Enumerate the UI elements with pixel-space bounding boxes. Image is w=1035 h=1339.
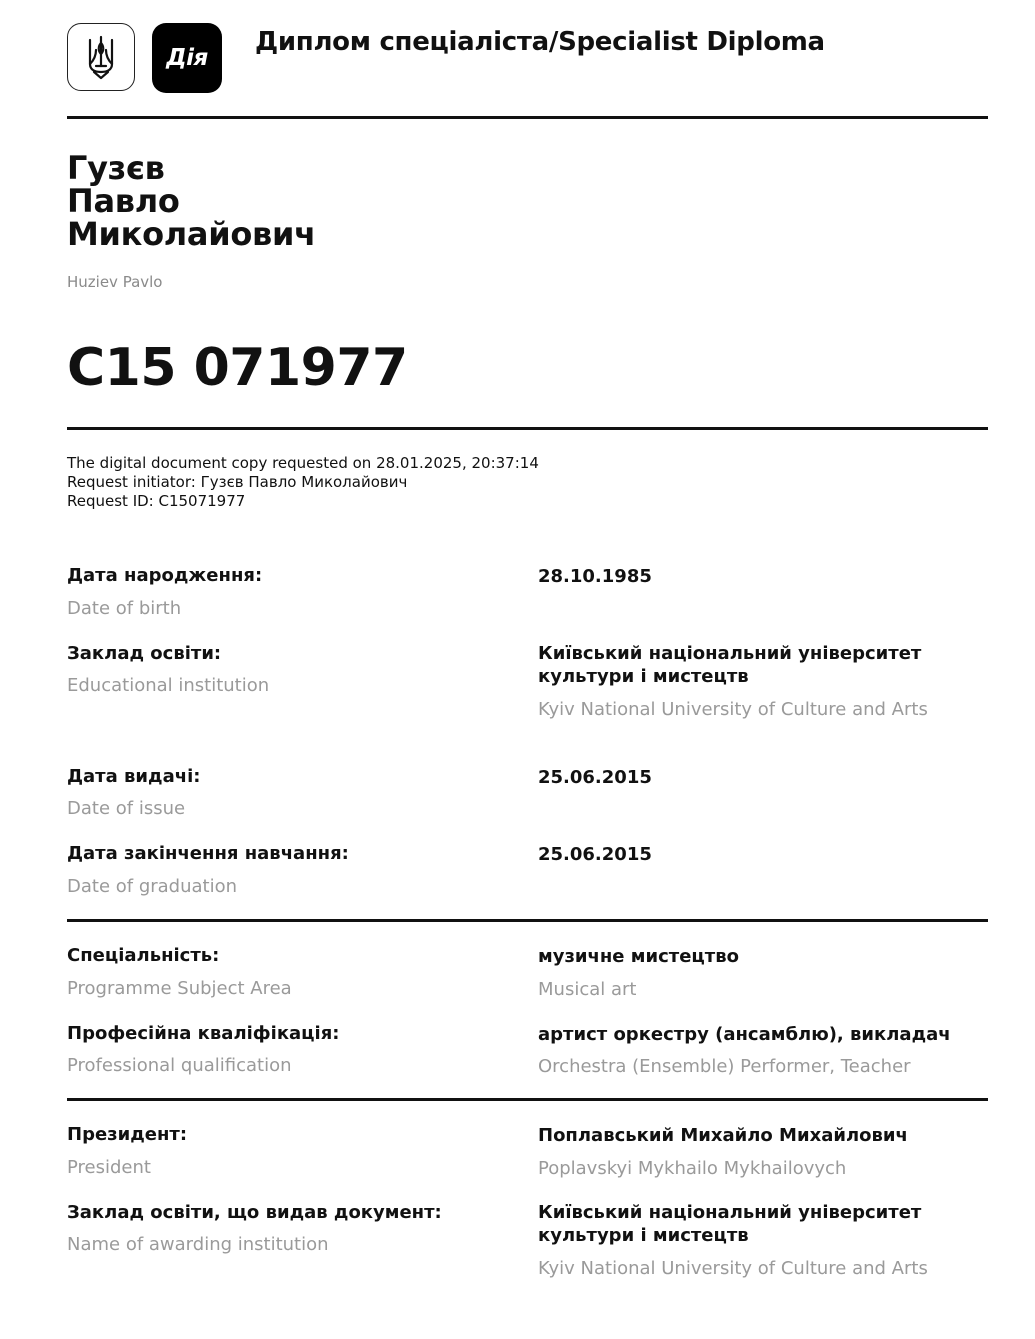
request-info: [67, 454, 539, 511]
document-header: [67, 23, 988, 95]
qualification-value: артист оркестру (ансамблю), викладач: [538, 1024, 951, 1045]
president-label-en: President: [67, 1157, 151, 1178]
birth-date-label-en: Date of birth: [67, 598, 182, 619]
document-title: Диплом спеціаліста/Specialist Diploma: [255, 27, 825, 57]
qualification-label: Професійна кваліфікація:: [67, 1023, 340, 1044]
specialty-label-en: Programme Subject Area: [67, 978, 292, 999]
request-date: The digital document copy requested on 28.01.2025, 20:37:14: [67, 454, 539, 472]
divider: [67, 427, 988, 430]
specialty-value-en: Musical art: [538, 979, 637, 1000]
qualification-value-en: Orchestra (Ensemble) Performer, Teacher: [538, 1056, 911, 1077]
diia-logo: [152, 23, 222, 93]
specialty-value: музичне мистецтво: [538, 946, 739, 967]
awarding-institution-label-en: Name of awarding institution: [67, 1234, 329, 1255]
issue-date-value: 25.06.2015: [538, 767, 652, 788]
issue-date-label-en: Date of issue: [67, 798, 186, 819]
request-id: Request ID: C15071977: [67, 492, 246, 510]
divider: [67, 919, 988, 922]
graduation-date-label-en: Date of graduation: [67, 876, 238, 897]
holder-latin-name: Huziev Pavlo: [67, 273, 163, 291]
president-value-en: Poplavskyi Mykhailo Mykhailovych: [538, 1158, 847, 1179]
graduation-date-value: 25.06.2015: [538, 844, 652, 865]
birth-date-label: Дата народження:: [67, 565, 263, 586]
request-initiator: Request initiator: Гузєв Павло Миколайович: [67, 473, 408, 491]
divider: [67, 116, 988, 119]
holder-patronymic: Миколайович: [67, 215, 316, 253]
qualification-label-en: Professional qualification: [67, 1055, 292, 1076]
institution-label-en: Educational institution: [67, 675, 270, 696]
awarding-institution-value-en: Kyiv National University of Culture and Arts: [538, 1258, 928, 1279]
awarding-institution-label: Заклад освіти, що видав документ:: [67, 1202, 442, 1223]
trident-icon: [86, 34, 116, 80]
holder-surname: Гузєв: [67, 149, 165, 187]
diia-logo-text: Дія: [166, 45, 208, 71]
president-value: Поплавський Михайло Михайлович: [538, 1125, 908, 1146]
divider: [67, 1098, 988, 1101]
awarding-institution-value: Київський національний університет культури і мистецтв: [538, 1202, 922, 1246]
president-label: Президент:: [67, 1124, 188, 1145]
institution-value: Київський національний університет культури і мистецтв: [538, 643, 922, 687]
institution-label: Заклад освіти:: [67, 643, 222, 664]
specialty-label: Спеціальність:: [67, 945, 220, 966]
holder-name: [67, 149, 316, 253]
trident-emblem: [67, 23, 135, 91]
issue-date-label: Дата видачі:: [67, 766, 201, 787]
graduation-date-label: Дата закінчення навчання:: [67, 843, 349, 864]
document-number: C15 071977: [67, 338, 408, 398]
institution-value-en: Kyiv National University of Culture and Arts: [538, 699, 928, 720]
birth-date-value: 28.10.1985: [538, 566, 652, 587]
holder-first-name: Павло: [67, 182, 180, 220]
